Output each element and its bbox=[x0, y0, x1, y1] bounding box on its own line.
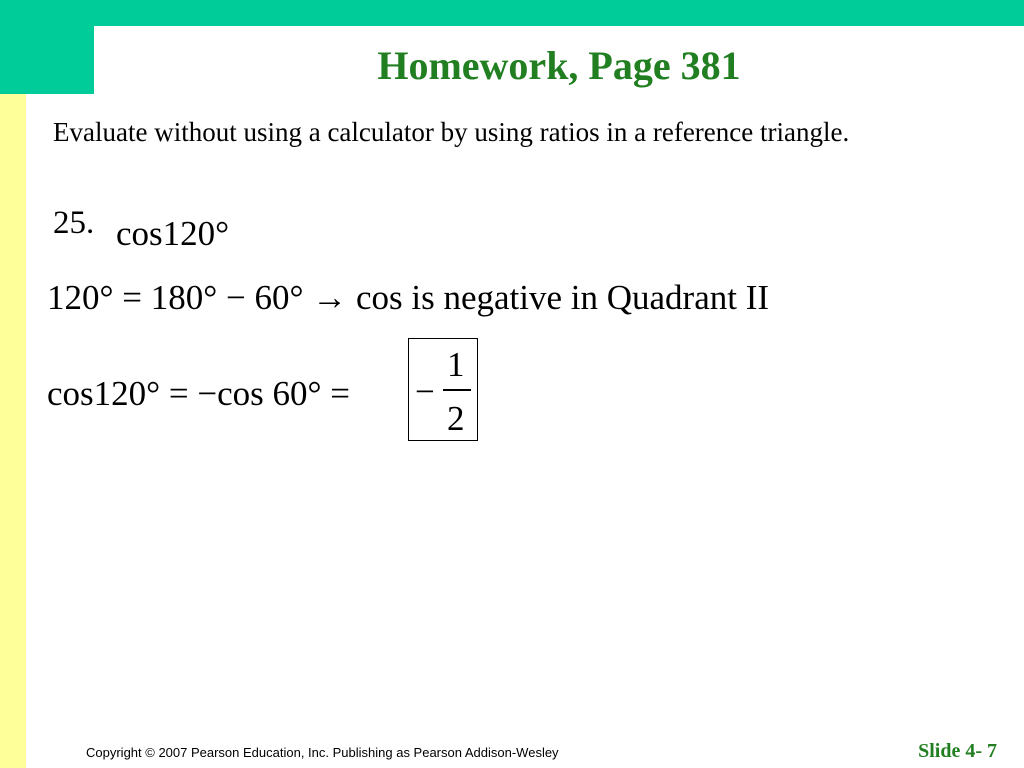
boxed-answer bbox=[408, 338, 478, 441]
top-accent-bar bbox=[0, 0, 1024, 26]
slide-title: Homework, Page 381 bbox=[377, 43, 741, 88]
answer-numerator: 1 bbox=[447, 345, 465, 384]
problem-expression: cos120° bbox=[116, 214, 230, 253]
answer-sign: − bbox=[415, 372, 435, 411]
fraction-bar bbox=[443, 389, 471, 391]
left-accent-strip bbox=[0, 94, 26, 768]
solution-result-line: cos120° = −cos 60° = bbox=[47, 374, 351, 413]
slide-number: Slide 4- 7 bbox=[918, 740, 997, 762]
corner-accent-square bbox=[0, 0, 94, 94]
answer-denominator: 2 bbox=[447, 399, 465, 438]
problem-number: 25. bbox=[53, 205, 95, 241]
instruction-text: Evaluate without using a calculator by using ratios in a reference triangle. bbox=[53, 117, 850, 147]
copyright-footer: Copyright © 2007 Pearson Education, Inc. Publishing as Pearson Addison-Wesley bbox=[86, 745, 559, 760]
solution-step-line: 120° = 180° − 60° → cos is negative in Quadrant II bbox=[47, 278, 770, 317]
